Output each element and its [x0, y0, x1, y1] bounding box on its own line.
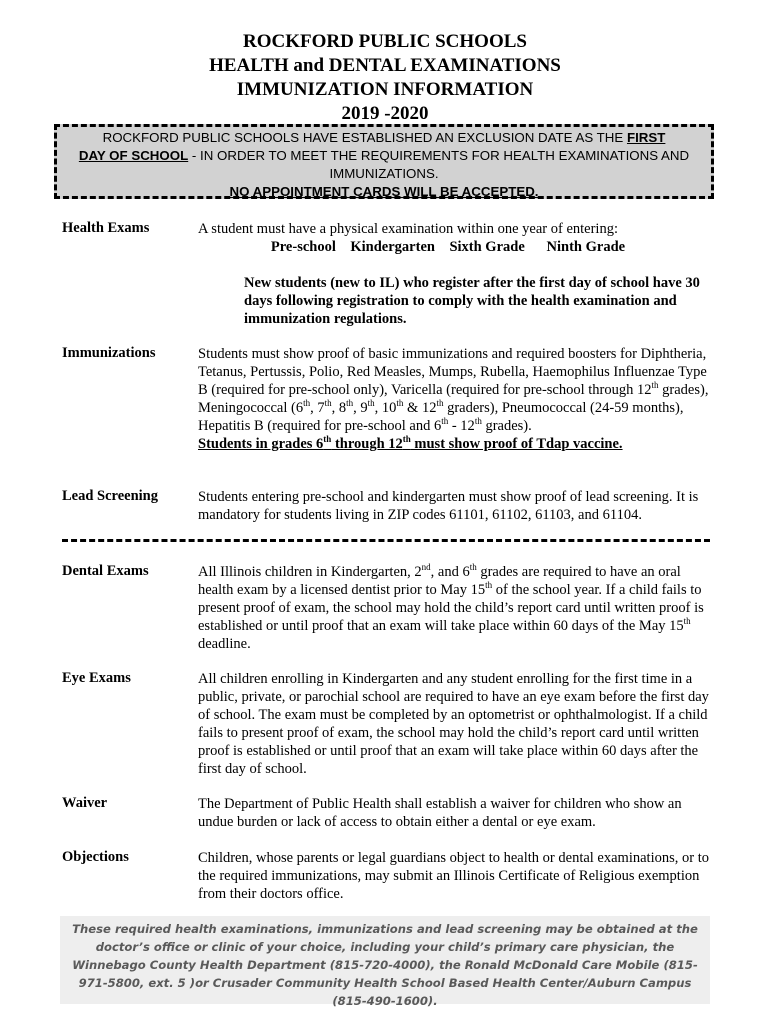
notice-no-appointment-cards: NO APPOINTMENT CARDS WILL BE ACCEPTED. — [229, 184, 539, 199]
health-exams-new-students: New students (new to IL) who register after the first day of school have 30 days following registration to comply with the health examination and immunization regulations. — [244, 275, 700, 327]
header-line-1: ROCKFORD PUBLIC SCHOOLS — [243, 31, 527, 52]
waiver-text: The Department of Public Health shall establish a waiver for children who show an undue burden or lack of access to obtain either a dental or eye exam. — [198, 796, 682, 830]
imm-text-8: graders), Pneumococcal (24-59 months), Hepatitis B (required for pre-school and 6 — [198, 400, 684, 434]
waiver-label: Waiver — [62, 795, 108, 811]
imm-sup: th — [651, 380, 659, 391]
imm-text-2: grades), Meningococcal (6 — [198, 382, 709, 416]
imm-text-6: , 10 — [374, 400, 397, 416]
exclusion-notice-box — [54, 124, 714, 199]
imm-text-3: , 7 — [310, 400, 325, 416]
imm-sup: th — [303, 398, 311, 409]
tdap-text-3: must show proof of Tdap vaccine. — [410, 436, 623, 452]
header-line-3: IMMUNIZATION INFORMATION — [236, 79, 534, 100]
tdap-sup: th — [323, 434, 332, 445]
health-exams-intro: A student must have a physical examination within one year of entering: — [198, 221, 618, 237]
objections-text: Children, whose parents or legal guardians object to health or dental examinations, or to the required immunizations, may submit an Illinois Certificate of Religious exemption from their doctors office. — [198, 850, 709, 902]
objections-label: Objections — [62, 849, 129, 865]
dental-exams-text — [198, 563, 718, 653]
tdap-text-2: through 12 — [331, 436, 403, 452]
dental-text-2: , and 6 — [430, 564, 470, 580]
section-divider — [62, 539, 710, 542]
dental-sup: th — [683, 616, 691, 627]
dental-text-3: grades are required to have an oral health exam by a licensed dentist prior to May 15 — [198, 564, 681, 598]
dental-sup: th — [485, 580, 493, 591]
tdap-sup: th — [402, 434, 411, 445]
imm-text-7: & 12 — [403, 400, 437, 416]
dental-text-5: deadline. — [198, 636, 251, 652]
imm-text-10: grades). — [481, 418, 532, 434]
notice-text-2: - IN ORDER TO MEET THE REQUIREMENTS FOR HEALTH EXAMINATIONS AND IMMUNIZATIONS. — [188, 148, 690, 181]
notice-first: FIRST — [626, 130, 666, 145]
dental-sup: th — [469, 562, 477, 573]
notice-day-of-school: DAY OF SCHOOL — [78, 148, 189, 163]
dental-text-1: All Illinois children in Kindergarten, 2 — [198, 564, 422, 580]
imm-text-9: - 12 — [448, 418, 475, 434]
notice-text-1: ROCKFORD PUBLIC SCHOOLS HAVE ESTABLISHED AN EXCLUSION DATE AS THE — [102, 130, 627, 145]
dental-sup: nd — [421, 562, 431, 573]
dental-text-4: of the school year. If a child fails to present proof of exam, the school may hold the child’s report card until written proof is established or until proof that an exam will take place within 60 days of the May 15 — [198, 582, 704, 634]
header-school-year: 2019 -2020 — [341, 103, 429, 124]
imm-sup: th — [441, 416, 449, 427]
imm-sup: th — [324, 398, 332, 409]
tdap-requirement — [198, 435, 718, 453]
health-exams-label: Health Exams — [62, 220, 150, 236]
imm-sup: th — [474, 416, 482, 427]
lead-screening-label: Lead Screening — [62, 488, 158, 504]
health-exams-grades: Pre-school Kindergarten Sixth Grade Ninth Grade — [270, 239, 626, 255]
imm-sup: th — [367, 398, 375, 409]
imm-sup: th — [346, 398, 354, 409]
imm-sup: th — [396, 398, 404, 409]
tdap-text-1: Students in grades 6 — [198, 436, 324, 452]
eye-exams-label: Eye Exams — [62, 670, 131, 686]
imm-text-4: , 8 — [331, 400, 347, 416]
header-line-2: HEALTH and DENTAL EXAMINATIONS — [209, 55, 561, 76]
imm-sup: th — [436, 398, 444, 409]
eye-exams-text: All children enrolling in Kindergarten and any student enrolling for the first time in a public, private, or parochial school are required to have an eye exam before the first day of school. The exam must be completed by an optometrist or ophthalmologist. If a child fails to present proof of exam, the school may hold the child’s report card until written proof is established or until proof that an exam will take place within 60 days after the first day of school. — [198, 671, 709, 777]
footer-providers-note: These required health examinations, immunizations and lead screening may be obtained at the doctor’s office or clinic of your choice, including your child’s primary care physician, the Winnebago County Health Department (815-720-4000), the Ronald McDonald Care Mobile (815-971-5800, ext. 5 )or Crusader Community Health School Based Health Center/Auburn Campus (815-490-1600). — [60, 916, 710, 1004]
imm-text-1: Students must show proof of basic immunizations and required boosters for Diphtheria, Tetanus, Pertussis, Polio, Red Measles, Mumps, Rubella, Haemophilus Influenzae Type B (required for pre-school only), Varicella (required for pre-school through 12 — [198, 346, 707, 398]
imm-text-5: , 9 — [353, 400, 368, 416]
lead-screening-text: Students entering pre-school and kindergarten must show proof of lead screening. It is mandatory for students living in ZIP codes 61101, 61102, 61103, and 61104. — [198, 489, 699, 523]
dental-exams-label: Dental Exams — [62, 563, 149, 579]
immunizations-text — [198, 345, 718, 453]
health-exams-text — [198, 220, 718, 328]
immunizations-label: Immunizations — [62, 345, 156, 361]
